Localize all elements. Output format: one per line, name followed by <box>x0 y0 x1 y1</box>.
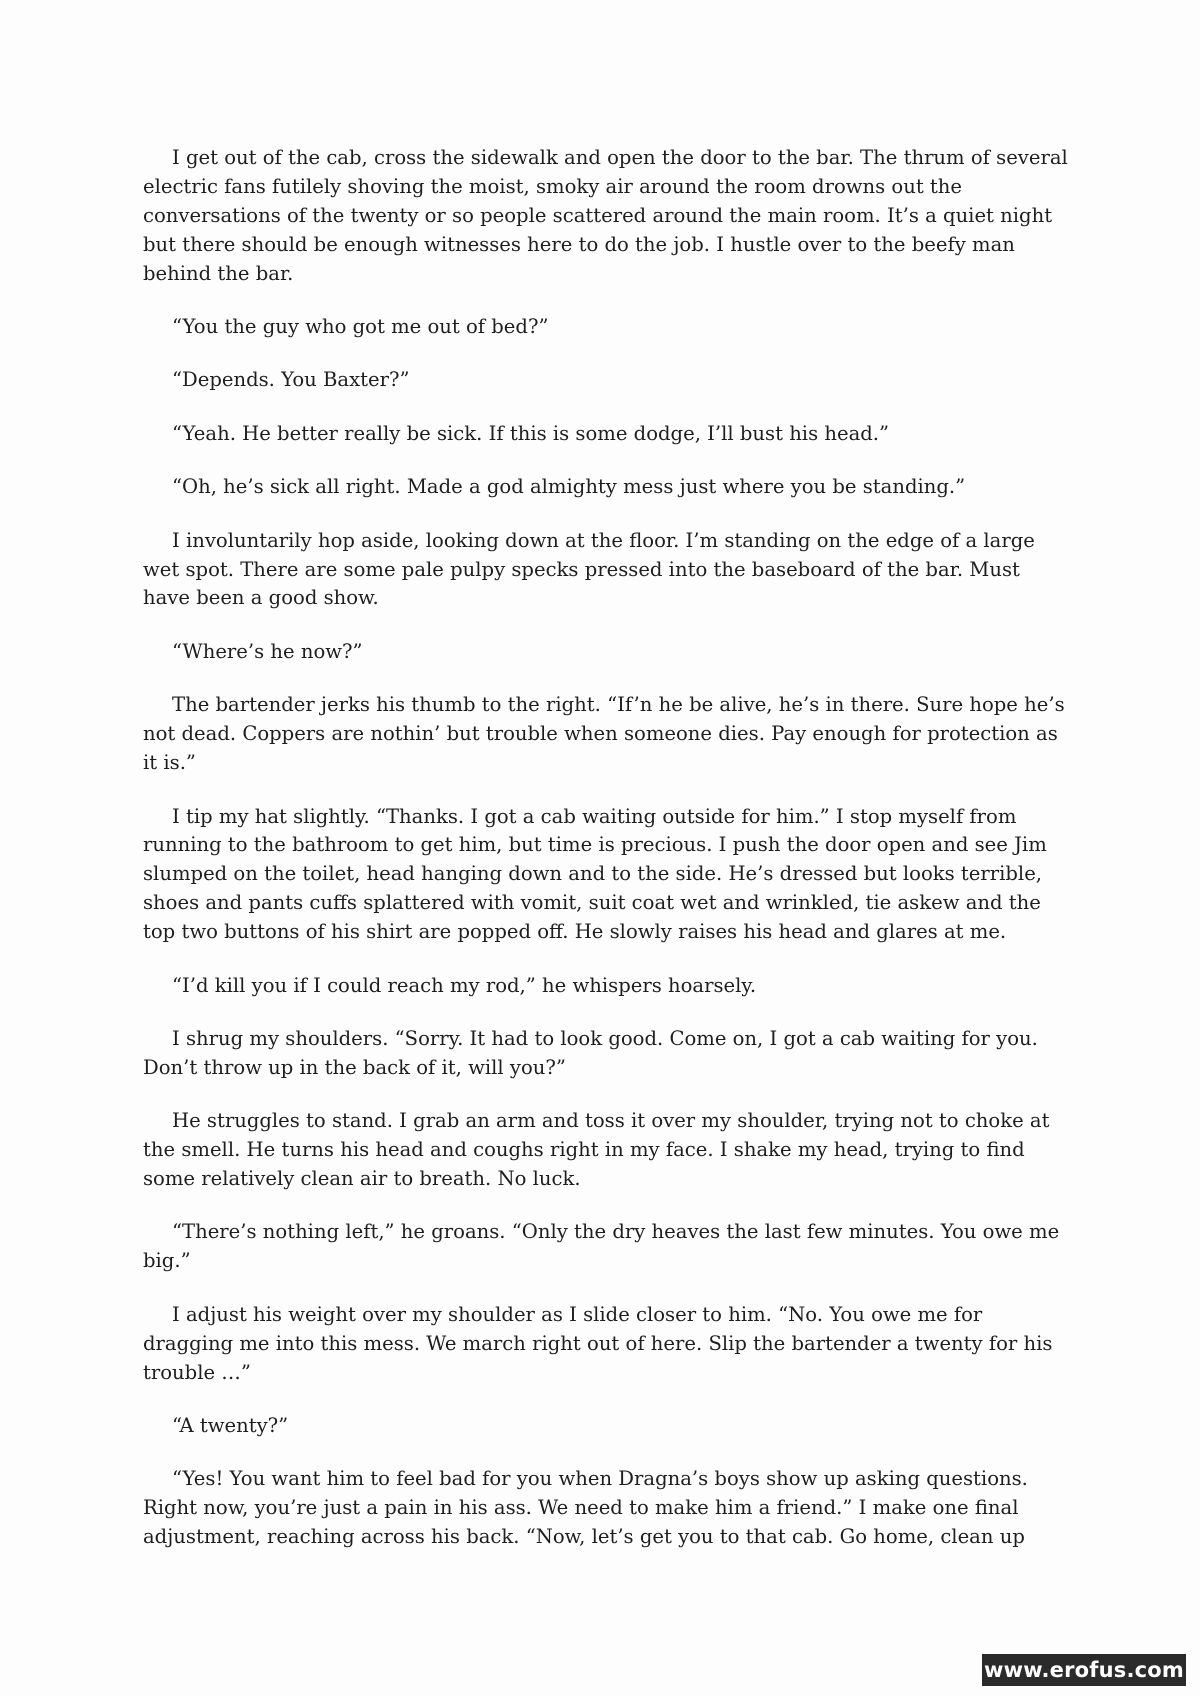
site-watermark: www.erofus.com <box>982 1654 1186 1686</box>
paragraph: “Yeah. He better really be sick. If this is some dodge, I’ll bust his head.” <box>172 421 890 445</box>
paragraph: “There’s nothing left,” he groans. “Only the dry heaves the last few minutes. You owe me big.” <box>143 1220 1060 1273</box>
paragraph: “Oh, he’s sick all right. Made a god almighty mess just where you be standing.” <box>172 475 966 499</box>
paragraph: The bartender jerks his thumb to the right. “If’n he be alive, he’s in there. Sure hope he’s not dead. Coppers are nothin’ but trouble when someone dies. Pay enough for protection as it is.” <box>143 693 1065 775</box>
paragraph: “I’d kill you if I could reach my rod,” he whispers hoarsely. <box>172 973 757 997</box>
paragraph: “You the guy who got me out of bed?” <box>172 315 549 339</box>
paragraph: “Depends. You Baxter?” <box>172 368 410 392</box>
paragraph: “Where’s he now?” <box>172 639 363 663</box>
paragraph: I involuntarily hop aside, looking down at the floor. I’m standing on the edge of a large wet spot. There are some pale pulpy specks pressed into the baseboard of the bar. Must have been a good show. <box>143 528 1035 610</box>
story-text <box>143 144 1073 1577</box>
paragraph: I adjust his weight over my shoulder as I slide closer to him. “No. You owe me for dragging me into this mess. We march right out of here. Slip the bartender a twenty for his trouble …” <box>143 1302 1053 1384</box>
paragraph: He struggles to stand. I grab an arm and toss it over my shoulder, trying not to choke at the smell. He turns his head and coughs right in my face. I shake my head, trying to find some relatively clean air to breath. No luck. <box>143 1109 1050 1191</box>
paragraph: I tip my hat slightly. “Thanks. I got a cab waiting outside for him.” I stop myself from running to the bathroom to get him, but time is precious. I push the door open and see Jim slumped on the toilet, head hanging down and to the side. He’s dressed but looks terrible, shoes and pants cuffs splattered with vomit, suit coat wet and wrinkled, tie askew and the top two buttons of his shirt are popped off. He slowly raises his head and glares at me. <box>143 804 1047 944</box>
paragraph: I shrug my shoulders. “Sorry. It had to look good. Come on, I got a cab waiting for you. Don’t throw up in the back of it, will you?” <box>143 1026 1038 1079</box>
paragraph: “A twenty?” <box>172 1414 289 1437</box>
paragraph: “Yes! You want him to feel bad for you when Dragna’s boys show up asking questions. Right now, you’re just a pain in his ass. We need to make him a friend.” I make one final adjustment, reaching across his back. “Now, let’s get you to that cab. Go home, clean up <box>143 1467 1028 1549</box>
paragraph: I get out of the cab, cross the sidewalk and open the door to the bar. The thrum of several electric fans futilely shoving the moist, smoky air around the room drowns out the conversations of the twenty or so people scattered around the main room. It’s a quiet night but there should be enough witnesses here to do the job. I hustle over to the beefy man behind the bar. <box>143 146 1068 285</box>
